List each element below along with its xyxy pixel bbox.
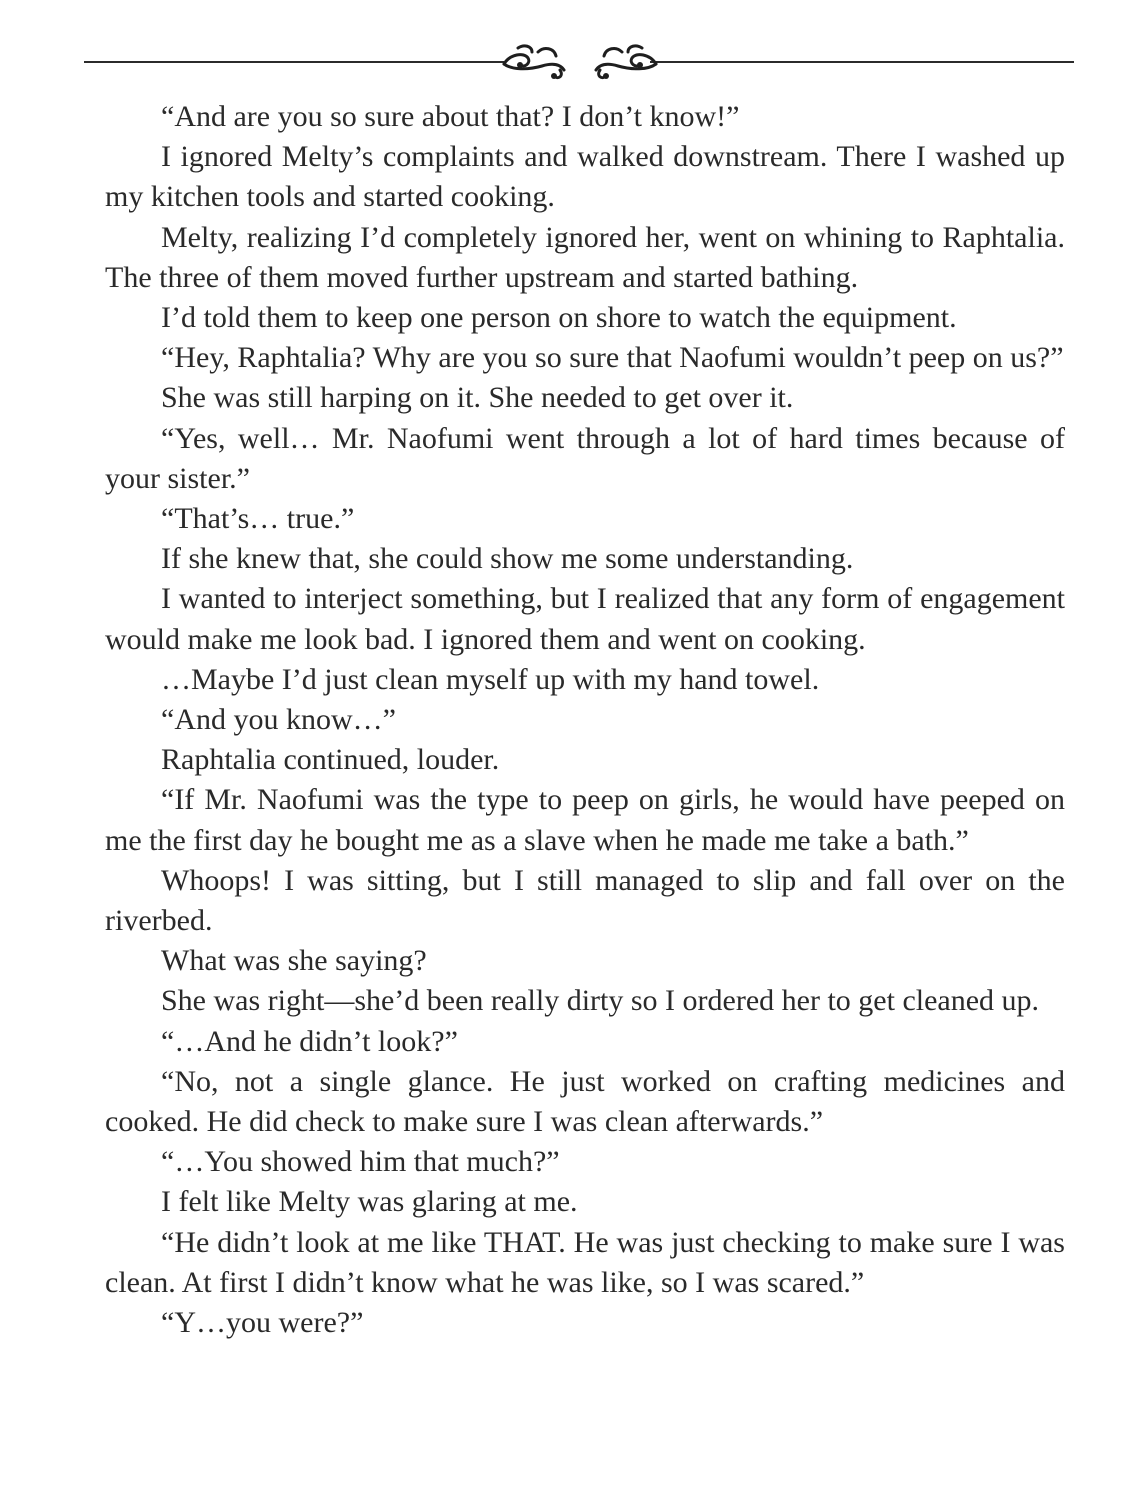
scroll-flourish-icon — [498, 40, 662, 84]
paragraph: I’d told them to keep one person on shore to watch the equipment. — [161, 301, 957, 335]
paragraph: “Hey, Raphtalia? Why are you so sure that Naofumi wouldn’t peep on us?” — [161, 341, 1064, 375]
paragraph: I wanted to interject something, but I realized that any form of engagement would make me look bad. I ignored them and went on cooking. — [105, 582, 1065, 656]
paragraph: She was still harping on it. She needed to get over it. — [161, 381, 794, 415]
paragraph: I felt like Melty was glaring at me. — [161, 1185, 578, 1219]
paragraph: “Yes, well… Mr. Naofumi went through a lot of hard times because of your sister.” — [105, 421, 1065, 495]
paragraph: Raphtalia continued, louder. — [161, 743, 500, 777]
paragraph: “He didn’t look at me like THAT. He was just checking to make sure I was clean. At first I didn’t know what he was like, so I was scared.” — [105, 1225, 1065, 1299]
paragraph: “Y…you were?” — [161, 1306, 364, 1340]
paragraph: “…And he didn’t look?” — [161, 1024, 458, 1058]
paragraph: What was she saying? — [161, 944, 427, 978]
paragraph: If she knew that, she could show me some understanding. — [161, 542, 854, 576]
paragraph: “…You showed him that much?” — [161, 1145, 560, 1179]
paragraph: Whoops! I was sitting, but I still managed to slip and fall over on the riverbed. — [105, 863, 1065, 938]
paragraph: “That’s… true.” — [161, 502, 355, 536]
paragraph: …Maybe I’d just clean myself up with my hand towel. — [161, 662, 820, 696]
paragraph: She was right—she’d been really dirty so I ordered her to get cleaned up. — [161, 984, 1040, 1018]
paragraph: “And you know…” — [161, 703, 396, 737]
paragraph: “And are you so sure about that? I don’t know!” — [161, 100, 740, 133]
header-rule-right — [650, 61, 1074, 63]
paragraph: “No, not a single glance. He just worked on crafting medicines and cooked. He did check to make sure I was clean afterwards.” — [105, 1064, 1065, 1139]
chapter-text — [105, 97, 1065, 1343]
paragraph: I ignored Melty’s complaints and walked downstream. There I washed up my kitchen tools and started cooking. — [105, 140, 1065, 214]
header-rule-left — [84, 61, 504, 63]
paragraph: Melty, realizing I’d completely ignored her, went on whining to Raphtalia. The three of them moved further upstream and started bathing. — [105, 220, 1065, 294]
paragraph: “If Mr. Naofumi was the type to peep on girls, he would have peeped on me the first day he bought me as a slave when he made me take a bath.” — [105, 783, 1065, 857]
